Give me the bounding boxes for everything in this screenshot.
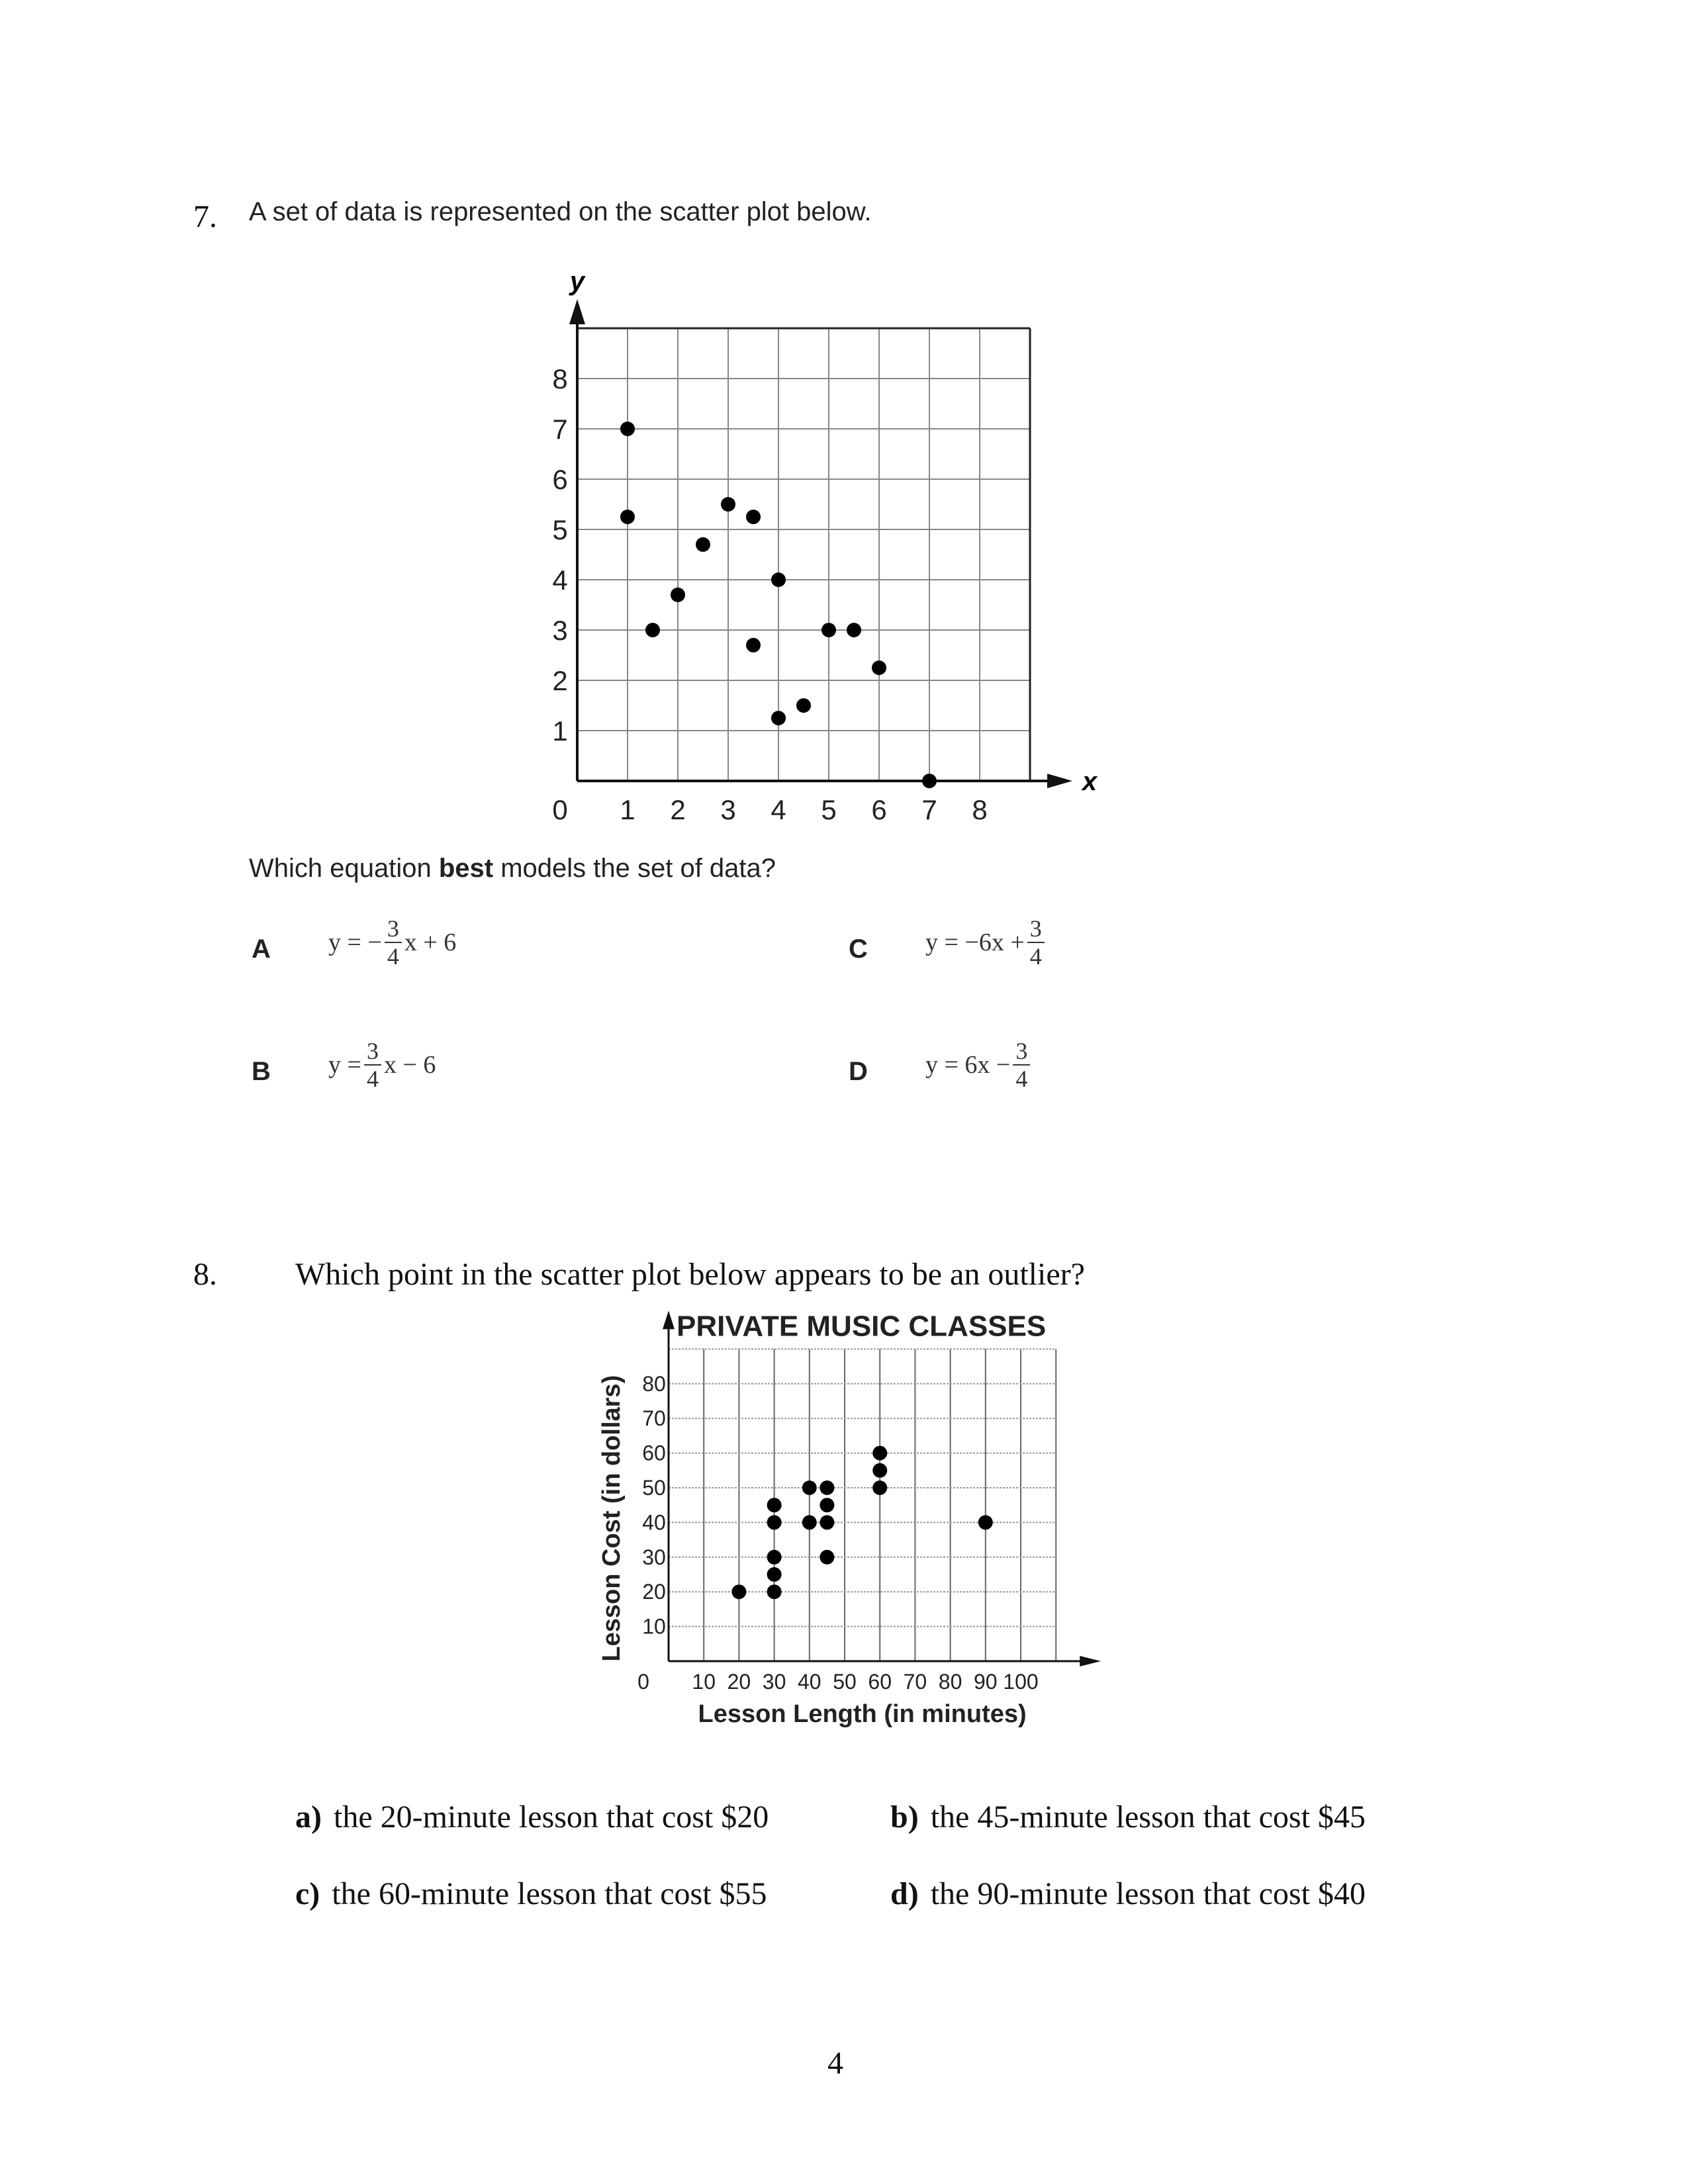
data-point: [802, 1480, 817, 1495]
q7-option-a-num: 3: [387, 915, 399, 942]
data-point: [746, 638, 761, 653]
q8-option-d[interactable]: [890, 1876, 1366, 1912]
x-tick-label: 40: [798, 1670, 821, 1694]
y-axis-label: Lesson Cost (in dollars): [598, 1375, 626, 1662]
data-point: [620, 510, 635, 524]
q7-option-c-lhs: y = −6x +: [925, 929, 1025, 956]
q7-option-c-num: 3: [1029, 915, 1042, 942]
data-point: [696, 537, 710, 552]
x-tick-label: 70: [903, 1670, 927, 1694]
q7-tick-labels: [552, 363, 987, 825]
data-point: [872, 1446, 887, 1461]
data-point: [802, 1515, 817, 1529]
q7-prompt: [249, 854, 776, 884]
x-tick-label: 10: [692, 1670, 716, 1694]
data-point: [872, 1480, 887, 1495]
y-tick-label: 2: [552, 665, 568, 696]
y-axis-label: y: [569, 267, 585, 296]
data-point: [771, 572, 786, 587]
q7-option-d-fraction: [1013, 1039, 1030, 1091]
y-tick-label: 5: [552, 514, 568, 545]
q8-grid: [669, 1349, 1056, 1661]
y-tick-label: 60: [642, 1441, 666, 1465]
y-tick-label: 40: [642, 1510, 666, 1535]
y-tick-label: 10: [642, 1614, 666, 1639]
data-point: [872, 1463, 887, 1478]
page-number: 4: [827, 2046, 843, 2081]
q7-number: 7.: [193, 199, 217, 234]
x-tick-label: 20: [727, 1670, 751, 1694]
y-tick-label: 50: [642, 1476, 666, 1500]
chart-title: PRIVATE MUSIC CLASSES: [677, 1310, 1047, 1343]
q8-option-a[interactable]: [295, 1799, 769, 1835]
data-point: [847, 623, 861, 637]
y-tick-label: 80: [642, 1371, 666, 1396]
q7-option-d-den: 4: [1013, 1064, 1030, 1091]
data-point: [978, 1515, 993, 1529]
q7-option-d-lhs: y = 6x −: [925, 1051, 1011, 1079]
data-point: [771, 711, 786, 725]
q8-option-c-letter: c): [295, 1876, 320, 1911]
q7-stem: A set of data is represented on the scatter plot below.: [249, 197, 872, 226]
origin-label: 0: [552, 794, 568, 825]
data-point: [767, 1584, 782, 1599]
y-axis-arrow-icon: [663, 1310, 675, 1329]
q7-option-c-equation[interactable]: [925, 917, 1047, 968]
q7-option-b-lhs: y =: [328, 1051, 361, 1079]
data-point: [645, 623, 660, 637]
q7-option-b-fraction: [364, 1039, 381, 1091]
data-point: [872, 660, 886, 675]
q8-option-c[interactable]: [295, 1876, 767, 1912]
q7-prompt-post: models the set of data?: [493, 854, 776, 883]
y-tick-label: 7: [552, 414, 568, 445]
x-tick-label: 1: [620, 794, 635, 825]
data-point: [731, 1584, 746, 1599]
q7-option-d-num: 3: [1015, 1038, 1028, 1064]
data-point: [820, 1498, 834, 1512]
x-tick-label: 30: [762, 1670, 786, 1694]
q7-axes: [569, 267, 1098, 796]
data-point: [671, 588, 685, 602]
q8-stem: Which point in the scatter plot below appears to be an outlier?: [295, 1257, 1085, 1292]
data-point: [820, 1480, 834, 1495]
q7-option-c-letter[interactable]: C: [849, 934, 868, 964]
x-axis-arrow-icon: [1047, 774, 1072, 788]
data-point: [821, 623, 836, 637]
q7-option-a-lhs: y = −: [328, 929, 382, 956]
q7-option-d-equation[interactable]: [925, 1039, 1033, 1091]
x-tick-label: 2: [670, 794, 686, 825]
q7-prompt-pre: Which equation: [249, 854, 439, 883]
y-tick-label: 3: [552, 615, 568, 646]
x-axis-label: x: [1082, 767, 1098, 796]
x-tick-label: 100: [1003, 1670, 1039, 1694]
q7-option-a-fraction: [385, 917, 402, 968]
q8-scatter-plot: [583, 1304, 1125, 1754]
q8-option-c-text: the 60-minute lesson that cost $55: [332, 1876, 767, 1911]
x-tick-label: 90: [974, 1670, 998, 1694]
y-tick-label: 4: [552, 565, 568, 596]
x-axis-label: Lesson Length (in minutes): [698, 1700, 1027, 1728]
x-tick-label: 50: [833, 1670, 857, 1694]
q7-option-d-letter[interactable]: D: [849, 1057, 868, 1086]
x-tick-label: 5: [821, 794, 837, 825]
q7-option-c-den: 4: [1027, 942, 1045, 968]
x-tick-label: 80: [938, 1670, 962, 1694]
data-point: [767, 1567, 782, 1582]
x-tick-label: 4: [771, 794, 786, 825]
origin-label: 0: [637, 1670, 649, 1694]
q7-option-b-den: 4: [364, 1064, 381, 1091]
data-point: [767, 1550, 782, 1565]
data-point: [922, 774, 937, 788]
q7-option-a-letter[interactable]: A: [252, 934, 271, 964]
data-point: [721, 497, 735, 512]
q7-prompt-bold: best: [438, 854, 494, 883]
q7-option-a-den: 4: [385, 942, 402, 968]
q8-option-b[interactable]: [890, 1799, 1366, 1835]
data-point: [746, 510, 761, 524]
data-point: [620, 422, 635, 436]
y-tick-label: 6: [552, 464, 568, 495]
y-tick-label: 8: [552, 363, 568, 394]
q8-tick-labels: [637, 1372, 1039, 1694]
q7-option-a-equation[interactable]: [328, 917, 456, 968]
q7-option-b-rhs: x − 6: [383, 1051, 436, 1079]
q7-scatter-plot: [516, 251, 1112, 834]
y-tick-label: 20: [642, 1580, 666, 1604]
q7-option-a-rhs: x + 6: [404, 929, 457, 956]
data-point: [767, 1498, 782, 1512]
x-tick-label: 7: [921, 794, 937, 825]
y-tick-label: 1: [552, 715, 568, 747]
x-tick-label: 6: [871, 794, 887, 825]
x-tick-label: 3: [720, 794, 736, 825]
q7-option-c-fraction: [1027, 917, 1045, 968]
x-tick-label: 8: [972, 794, 988, 825]
data-point: [796, 698, 811, 713]
x-axis-arrow-icon: [1080, 1656, 1101, 1666]
q8-option-b-text: the 45-minute lesson that cost $45: [930, 1799, 1366, 1835]
q8-number: 8.: [193, 1257, 217, 1292]
data-point: [820, 1515, 834, 1529]
x-tick-label: 60: [868, 1670, 892, 1694]
y-axis-arrow-icon: [569, 299, 585, 324]
q7-option-b-num: 3: [366, 1038, 379, 1064]
q7-grid: [577, 328, 1030, 781]
q8-option-a-text: the 20-minute lesson that cost $20: [333, 1799, 769, 1835]
q7-option-b-letter[interactable]: B: [252, 1057, 271, 1086]
y-tick-label: 30: [642, 1545, 666, 1569]
q8-option-d-text: the 90-minute lesson that cost $40: [930, 1876, 1366, 1911]
data-point: [820, 1550, 834, 1565]
q8-option-d-letter: d): [890, 1876, 919, 1911]
q7-option-b-equation[interactable]: [328, 1039, 436, 1091]
data-point: [767, 1515, 782, 1529]
q8-option-b-letter: b): [890, 1799, 919, 1835]
y-tick-label: 70: [642, 1406, 666, 1431]
q8-option-a-letter: a): [295, 1799, 322, 1835]
